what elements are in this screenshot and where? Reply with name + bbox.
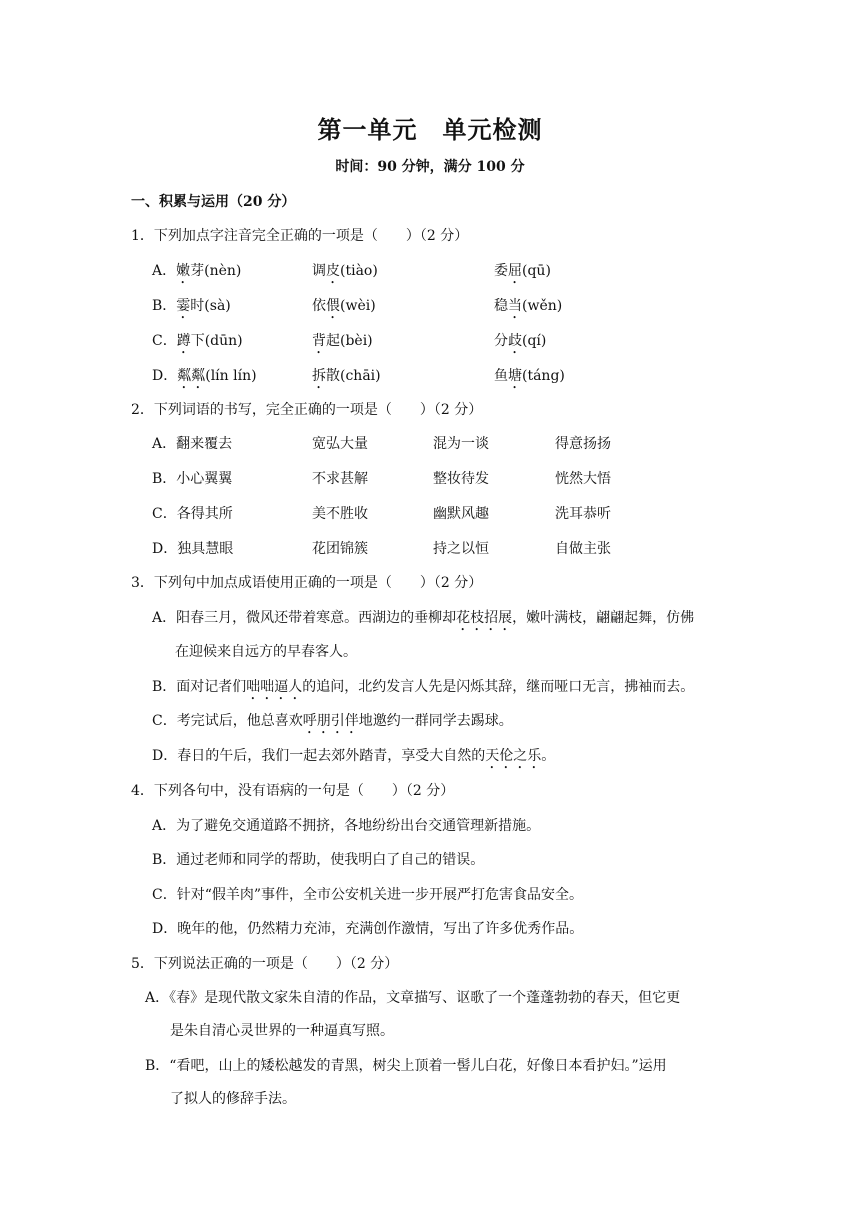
q3-option-a-line2: 在迎候来自远方的早春客人。 <box>175 644 357 660</box>
q2-option-a-word1: A．翻来覆去 <box>152 436 233 452</box>
question-4-stem: 4．下列各句中，没有语病的一句是（ ）（2 分） <box>131 783 455 799</box>
q1-option-c-word2: 背起(bèi) <box>312 333 373 349</box>
exam-time-info: 时间：90 分钟，满分 100 分 <box>335 159 525 175</box>
page-title: 第一单元 单元检测 <box>317 116 543 144</box>
q5-option-b-line2: 了拟人的修辞手法。 <box>170 1091 296 1107</box>
q4-option-d: D．晚年的他，仍然精力充沛，充满创作激情，写出了许多优秀作品。 <box>152 921 584 937</box>
q2-option-b-word4: 恍然大悟 <box>555 471 611 487</box>
question-2-stem: 2．下列词语的书写，完全正确的一项是（ ）（2 分） <box>131 402 483 418</box>
q1-option-d-word2: 拆散(chāi) <box>312 368 381 384</box>
q2-option-b-word2: 不求甚解 <box>312 471 368 487</box>
q2-option-c-word1: C．各得其所 <box>152 506 233 522</box>
q1-option-d-word3: 鱼塘(táng) <box>494 368 565 384</box>
q3-option-d: D．春日的午后，我们一起去郊外踏青，享受大自然的天伦之乐。 <box>152 748 556 764</box>
q1-option-b-word3: 稳当(wěn) <box>494 298 563 314</box>
q1-option-a-word3: 委屈(qū) <box>494 263 551 279</box>
q1-option-b-word1: B．霎时(sà) <box>152 298 231 314</box>
q2-option-a-word2: 宽弘大量 <box>312 436 368 452</box>
q3-option-c: C．考完试后，他总喜欢呼朋引伴地邀约一群同学去踢球。 <box>152 713 513 729</box>
question-1-stem: 1．下列加点字注音完全正确的一项是（ ）（2 分） <box>131 228 469 244</box>
q2-option-d-word3: 持之以恒 <box>433 541 489 557</box>
q5-option-b-line1: B．“看吧，山上的矮松越发的青黑，树尖上顶着一髻儿白花，好像日本看护妇。”运用 <box>145 1058 667 1074</box>
q1-option-a-word1: A．嫩芽(nèn) <box>152 263 242 279</box>
question-5-stem: 5．下列说法正确的一项是（ ）（2 分） <box>131 956 399 972</box>
q5-option-a-line1: A．《春》是现代散文家朱自清的作品，文章描写、讴歌了一个蓬蓬勃勃的春天，但它更 <box>145 990 681 1006</box>
q2-option-c-word3: 幽默风趣 <box>433 506 489 522</box>
section-heading: 一、积累与运用（20 分） <box>131 194 296 210</box>
q1-option-a-word2: 调皮(tiào) <box>312 263 378 279</box>
q1-option-c-word1: C．蹲下(dūn) <box>152 333 243 349</box>
q2-option-b-word3: 整妆待发 <box>433 471 489 487</box>
q2-option-c-word4: 洗耳恭听 <box>555 506 611 522</box>
q2-option-c-word2: 美不胜收 <box>312 506 368 522</box>
q1-option-b-word2: 依偎(wèi) <box>312 298 376 314</box>
q3-option-a-line1: A．阳春三月，微风还带着寒意。西湖边的垂柳却花枝招展，嫩叶满枝，翩翩起舞，仿佛 <box>152 610 695 626</box>
q5-option-a-line2: 是朱自清心灵世界的一种逼真写照。 <box>170 1023 394 1039</box>
q4-option-c: C．针对“假羊肉”事件，全市公安机关进一步开展严打危害食品安全。 <box>152 887 584 903</box>
q4-option-a: A．为了避免交通道路不拥挤，各地纷纷出台交通管理新措施。 <box>152 818 541 834</box>
q1-option-c-word3: 分歧(qí) <box>494 333 547 349</box>
q2-option-d-word1: D．独具慧眼 <box>152 541 234 557</box>
q1-option-d-word1: D．粼粼(lín lín) <box>152 368 257 384</box>
q3-option-b: B．面对记者们咄咄逼人的追问，北约发言人先是闪烁其辞，继而哑口无言，拂袖而去。 <box>152 679 695 695</box>
q2-option-b-word1: B．小心翼翼 <box>152 471 233 487</box>
question-3-stem: 3．下列句中加点成语使用正确的一项是（ ）（2 分） <box>131 575 483 591</box>
q2-option-d-word2: 花团锦簇 <box>312 541 368 557</box>
q2-option-a-word4: 得意扬扬 <box>555 436 611 452</box>
q2-option-a-word3: 混为一谈 <box>433 436 489 452</box>
q2-option-d-word4: 自做主张 <box>555 541 611 557</box>
q4-option-b: B．通过老师和同学的帮助，使我明白了自己的错误。 <box>152 852 485 868</box>
